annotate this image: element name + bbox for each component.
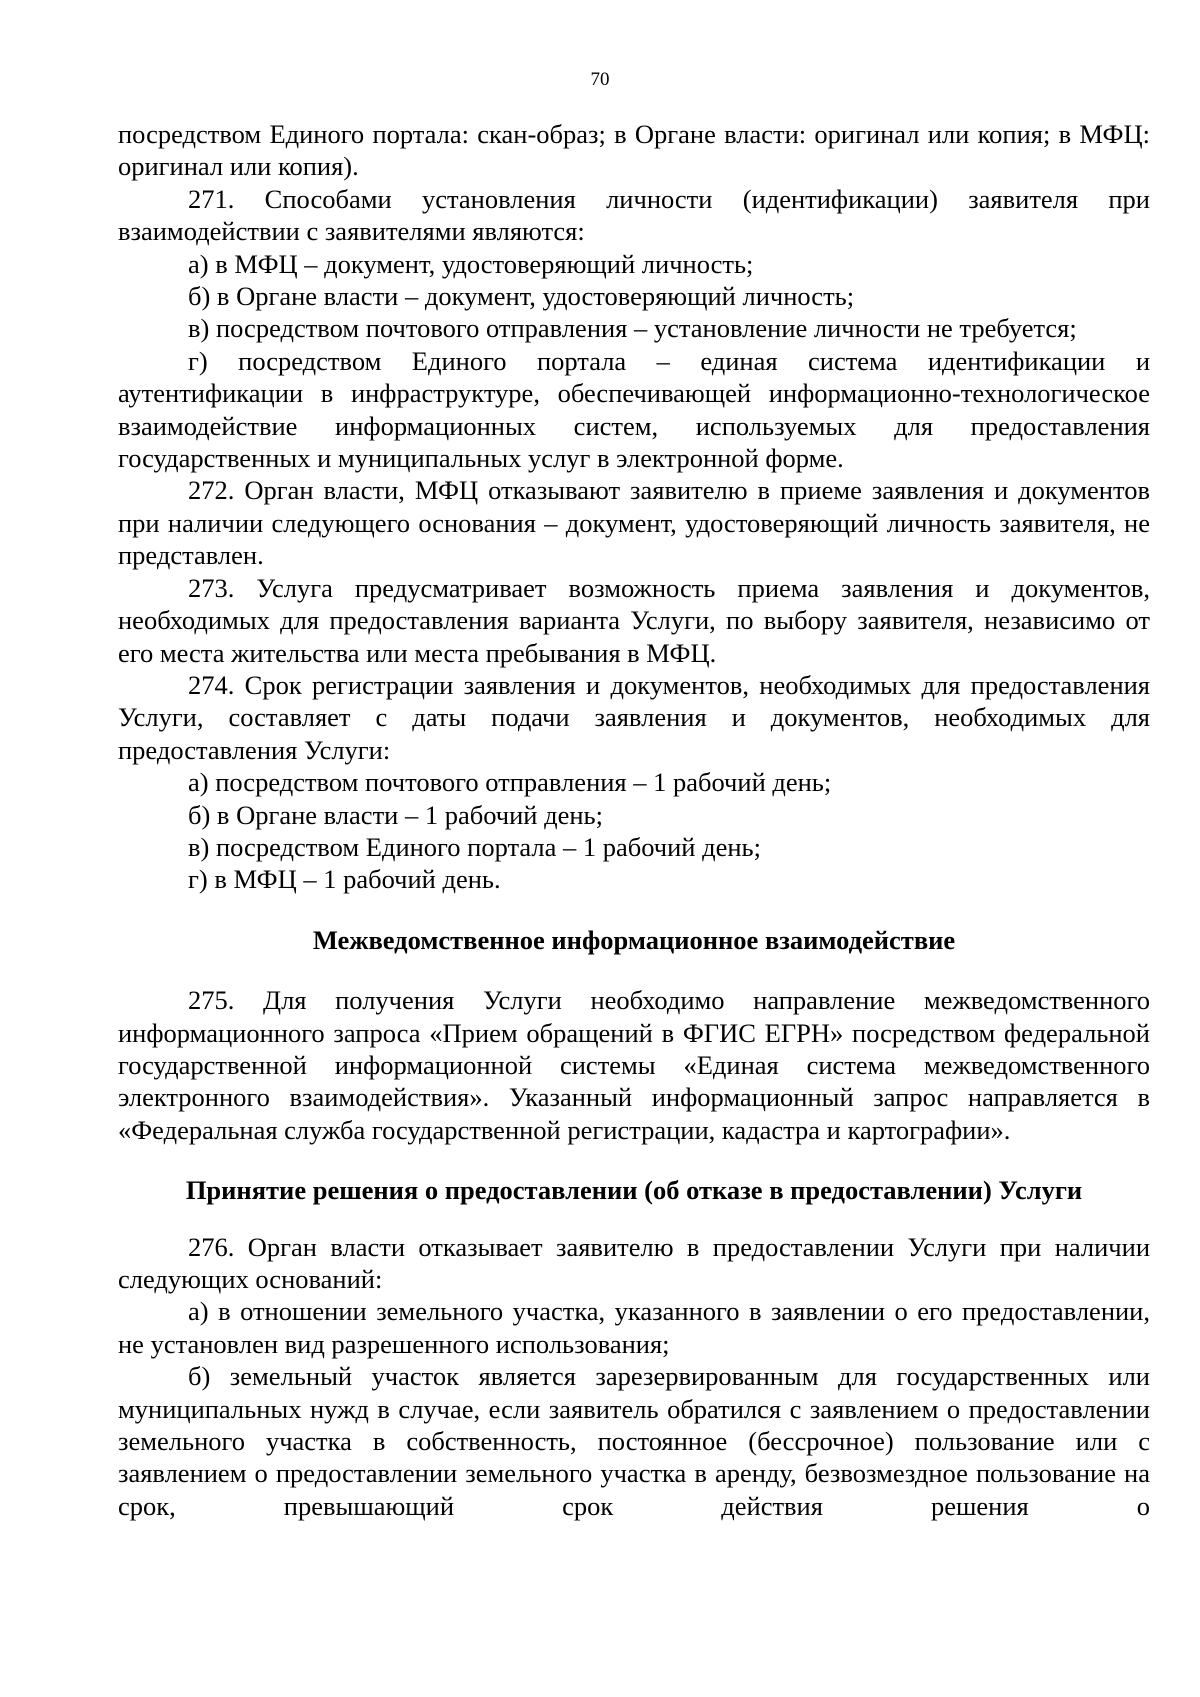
section-before [118,118,1150,896]
paragraph: 272. Орган власти, МФЦ отказывают заявителю в приеме заявления и документов при наличии следующего основания – документ, удостоверяющий личность заявителя, не представлен. [118,475,1150,571]
paragraph: а) в отношении земельного участка, указанного в заявлении о его предоставлении, не установлен вид разрешенного использования; [118,1296,1150,1359]
paragraph: б) земельный участок является зарезервированным для государственных или муниципальных нужд в случае, если заявитель обратился с заявлением о предоставлении земельного участка в собственность, постоянное (бессрочное) пользование или с заявлением о предоставлении земельного участка в аренду, безвозмездное пользование на срок, превышающий срок действия решения о [118,1361,1150,1521]
paragraph: в) посредством почтового отправления – установление личности не требуется; [188,313,1077,344]
heading-interagency-interaction: Межведомственное информационное взаимодействие [312,924,956,955]
paragraph: а) посредством почтового отправления – 1 рабочий день; [188,767,832,798]
paragraph: 271. Способами установления личности (идентификации) заявителя при взаимодействии с заявителями являются: [118,183,1150,247]
paragraph: 275. Для получения Услуги необходимо направление межведомственного информационного запроса «Прием обращений в ФГИС ЕГРН» посредством федеральной государственной информационной системы «Единая система межведомственного электронного взаимодействия». Указанный информационный запрос направляется в «Федеральная служба государственной регистрации, кадастра и картографии». [118,985,1150,1145]
paragraph: в) посредством Единого портала – 1 рабочий день; [188,831,761,862]
section-interagency [118,984,1150,1146]
document-body [118,118,1150,1522]
paragraph: а) в МФЦ – документ, удостоверяющий личность; [188,248,754,279]
heading-decision: Принятие решения о предоставлении (об отказе в предоставлении) Услуги [185,1175,1083,1206]
paragraph: посредством Единого портала: скан-образ; в Органе власти: оригинал или копия; в МФЦ: оригинал или копия). [118,119,1150,182]
paragraph: 276. Орган власти отказывает заявителю в предоставлении Услуги при наличии следующих оснований: [118,1231,1150,1294]
paragraph: 273. Услуга предусматривает возможность приема заявления и документов, необходимых для предоставления варианта Услуги, по выбору заявителя, независимо от его места жительства или места пребывания в МФЦ. [118,572,1150,668]
section-decision [118,1231,1150,1523]
paragraph: б) в Органе власти – 1 рабочий день; [188,799,603,830]
paragraph: 274. Срок регистрации заявления и документов, необходимых для предоставления Услуги, составляет с даты подачи заявления и документов, необходимых для предоставления Услуги: [118,669,1150,765]
paragraph: г) посредством Единого портала – единая система идентификации и аутентификации в инфраструктуре, обеспечивающей информационно-технологическое взаимодействие информационных систем, используемых для предоставления государственных и муниципальных услуг в электронной форме. [118,345,1150,474]
paragraph: г) в МФЦ – 1 рабочий день. [188,864,501,895]
page-number: 70 [590,69,610,90]
paragraph: б) в Органе власти – документ, удостоверяющий личность; [188,281,855,312]
